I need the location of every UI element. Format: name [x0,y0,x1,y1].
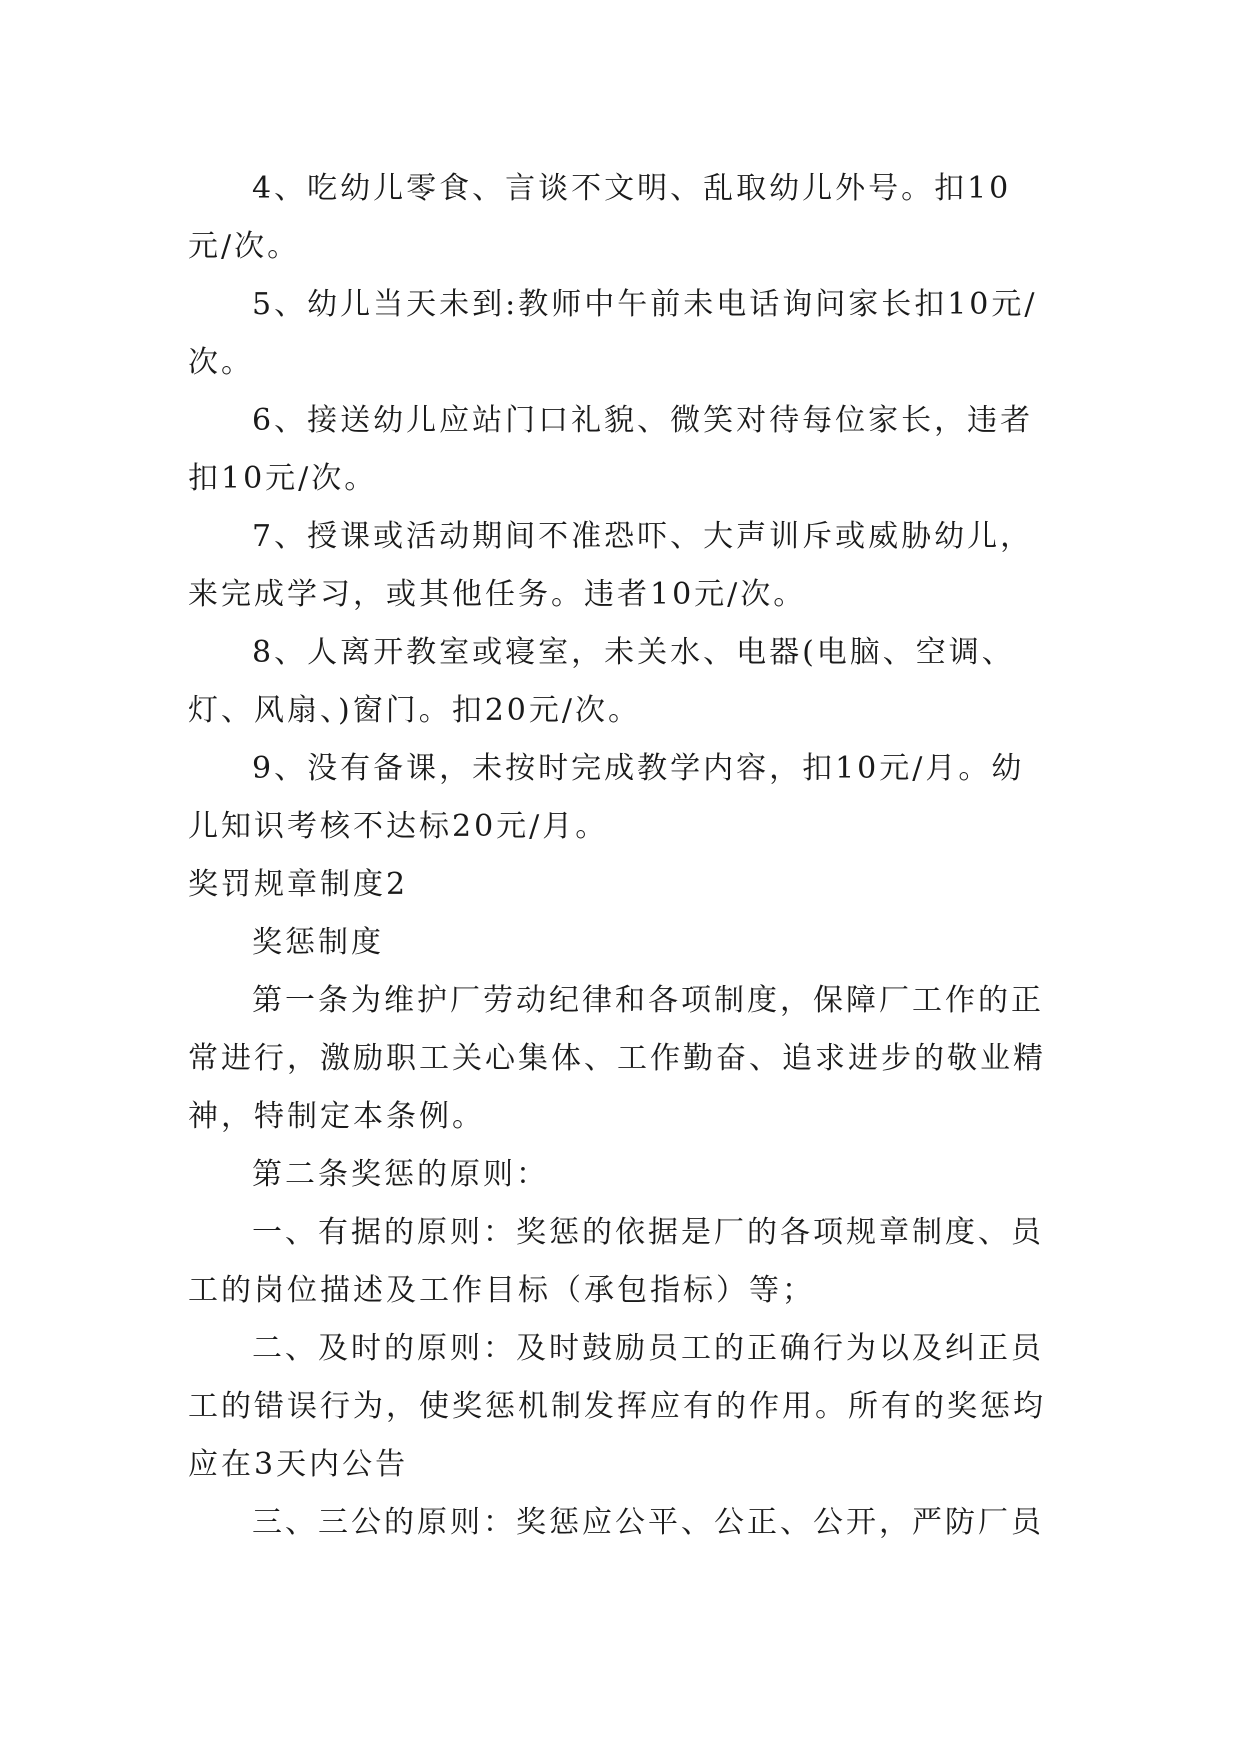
article-1: 第一条为维护厂劳动纪律和各项制度，保障厂工作的正常进行，激励职工关心集体、工作勤奋、追求进步的敬业精神，特制定本条例。 [188,983,1046,1134]
subsection-title: 奖惩制度 [252,925,384,960]
rule-item-7: 7、授课或活动期间不准恐吓、大声训斥或威胁幼儿，来完成学习，或其他任务。违者10元/次。 [188,519,1034,612]
article-2: 第二条奖惩的原则： [252,1157,549,1192]
rule-item-8: 8、人离开教室或寝室，未关水、电器(电脑、空调、灯、风扇、)窗门。扣20元/次。 [188,635,1015,728]
principle-2: 二、及时的原则：及时鼓励员工的正确行为以及纠正员工的错误行为，使奖惩机制发挥应有的作用。所有的奖惩均应在3天内公告 [188,1331,1046,1482]
principle-1: 一、有据的原则：奖惩的依据是厂的各项规章制度、员工的岗位描述及工作目标（承包指标）等； [188,1215,1044,1308]
rule-item-5: 5、幼儿当天未到:教师中午前未电话询问家长扣10元/次。 [188,287,1038,380]
document-body [188,160,1048,1552]
section-heading: 奖罚规章制度2 [188,867,409,902]
principle-3: 三、三公的原则：奖惩应公平、公正、公开，严防厂员 [252,1505,1044,1540]
rule-item-6: 6、接送幼儿应站门口礼貌、微笑对待每位家长，违者扣10元/次。 [188,403,1034,496]
rule-item-4: 4、吃幼儿零食、言谈不文明、乱取幼儿外号。扣10元/次。 [188,171,1012,264]
rule-item-9: 9、没有备课，未按时完成教学内容，扣10元/月。幼儿知识考核不达标20元/月。 [188,751,1025,844]
